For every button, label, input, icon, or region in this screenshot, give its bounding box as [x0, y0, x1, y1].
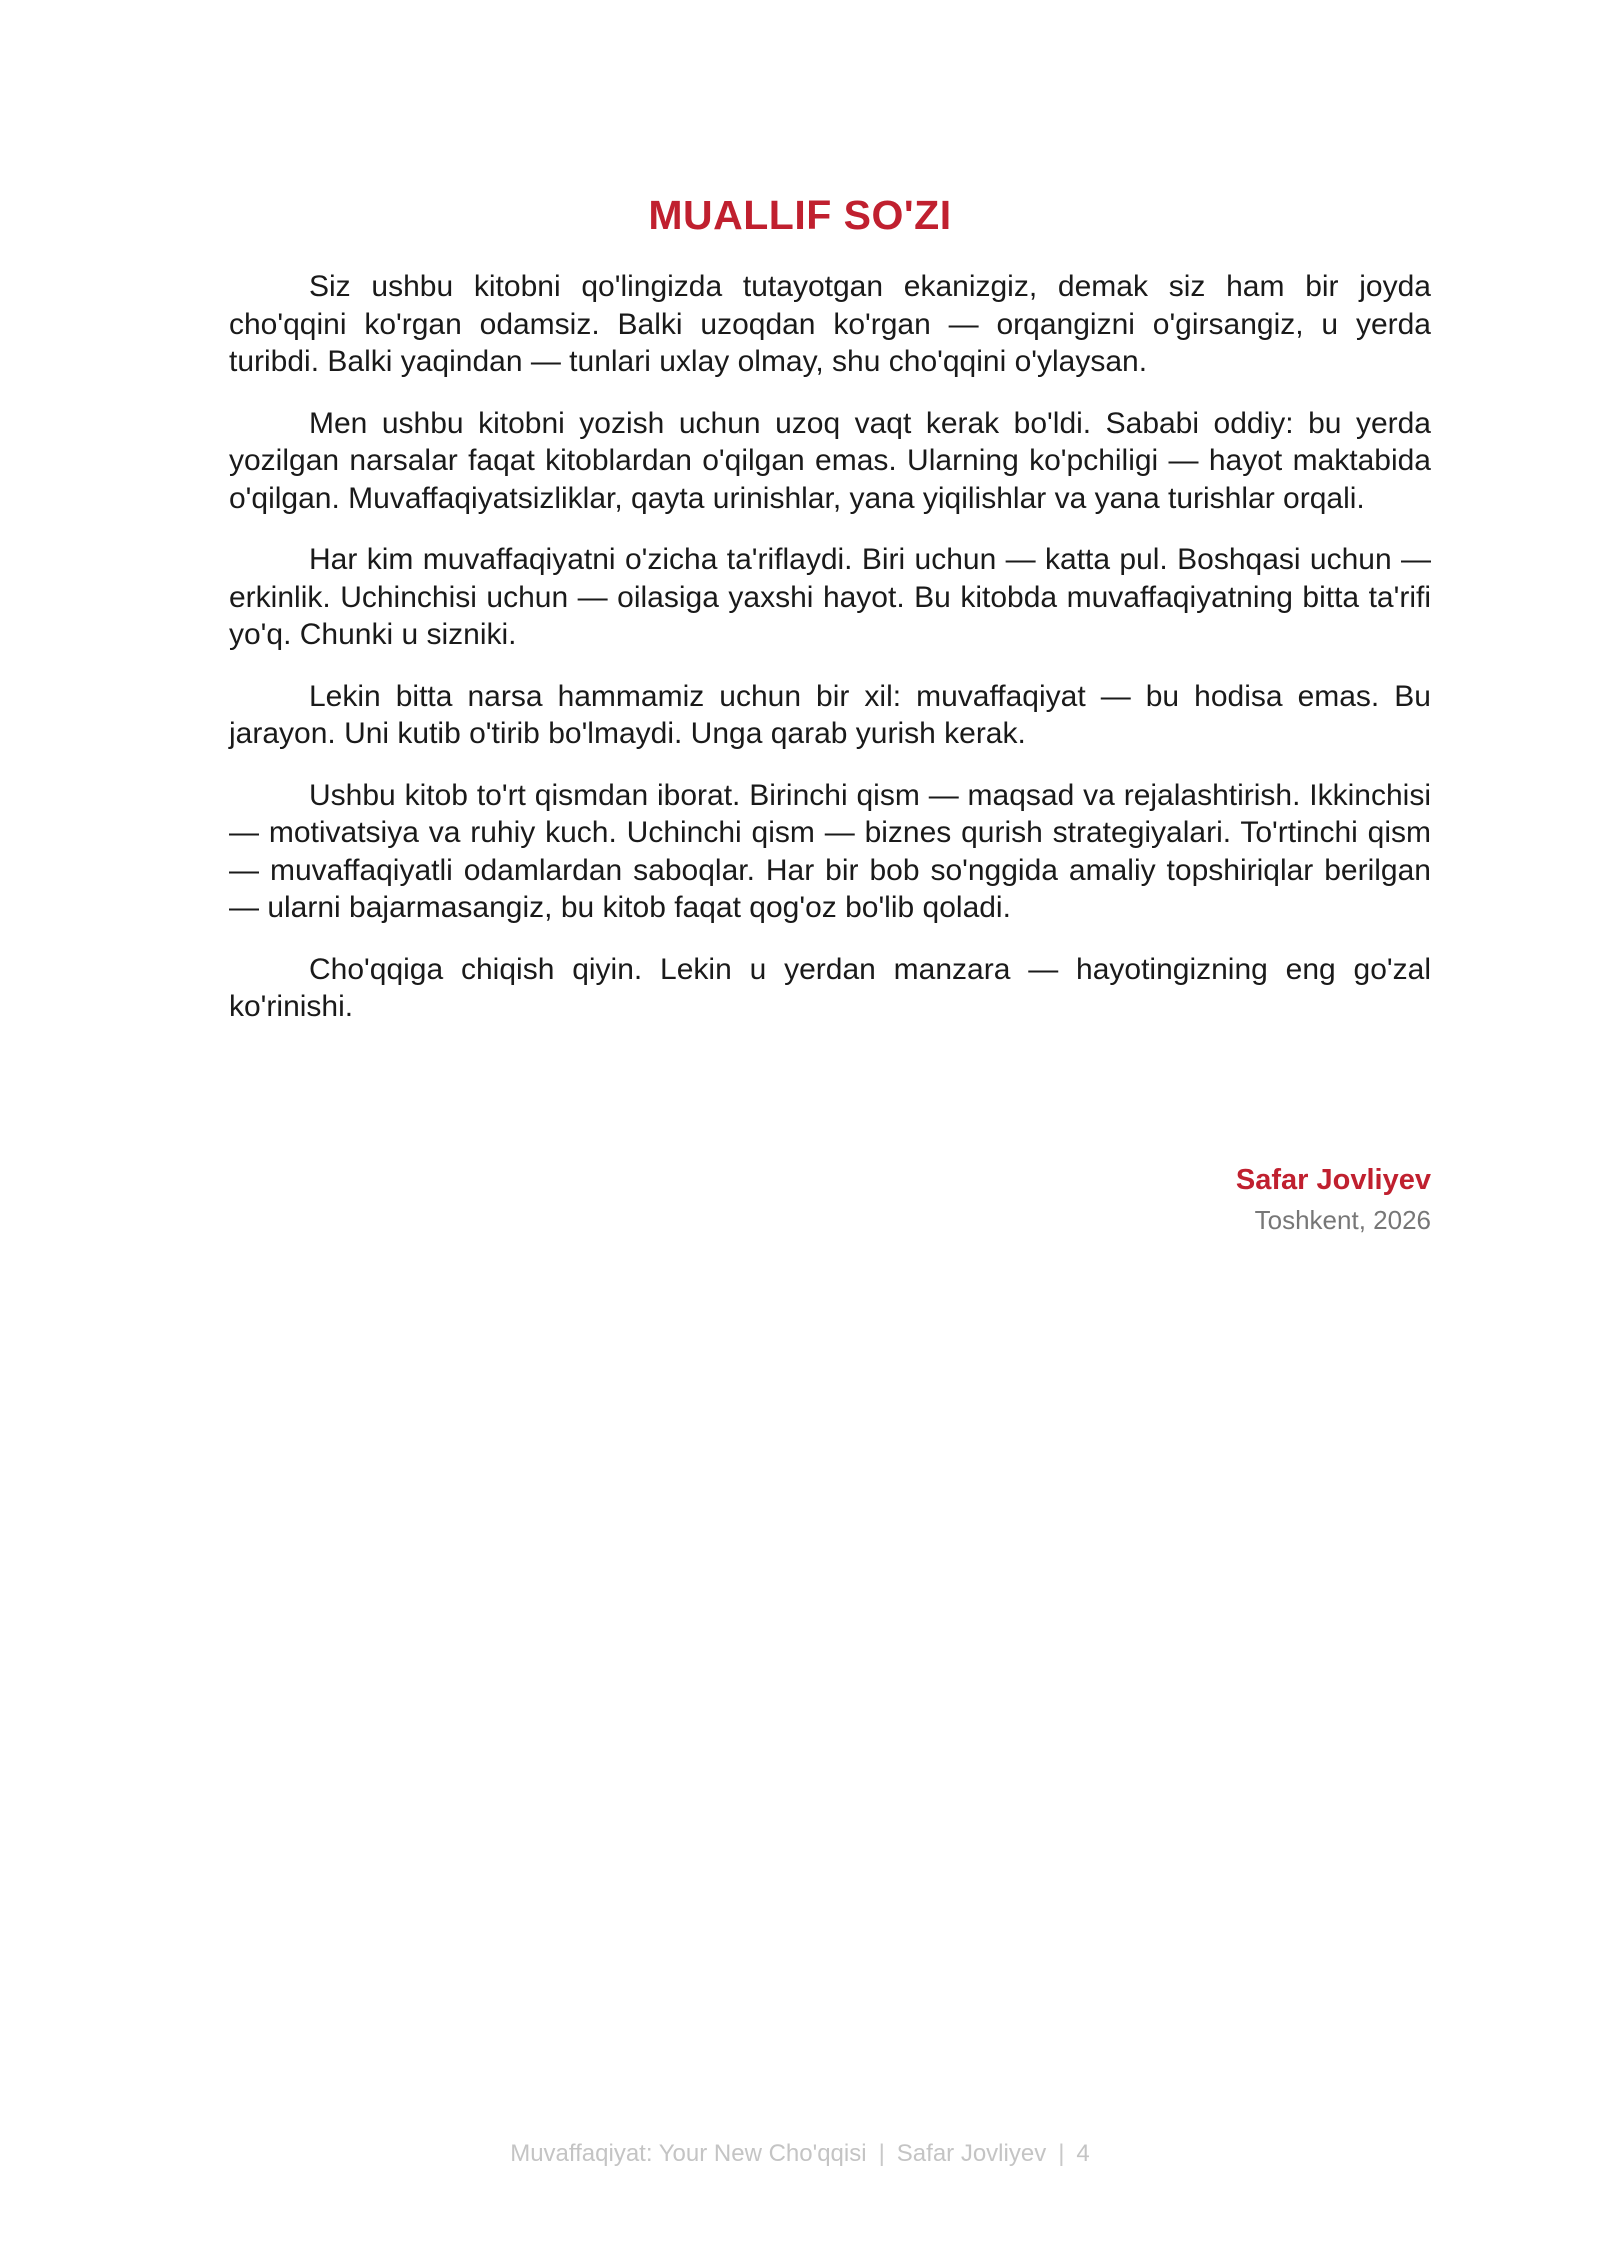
paragraph: Cho'qqiga chiqish qiyin. Lekin u yerdan manzara — hayotingizning eng go'zal ko'rinishi.: [229, 952, 1431, 1023]
paragraph: Har kim muvaffaqiyatni o'zicha ta'riflaydi. Biri uchun — katta pul. Boshqasi uchun — erkinlik. Uchinchisi uchun — oilasiga yaxshi hayot. Bu kitobda muvaffaqiyatning bitta ta'rifi yo'q. Chunki u sizniki.: [229, 543, 1431, 651]
signature-block: [1236, 1160, 1431, 1240]
page-footer: [0, 2140, 1600, 2168]
footer-author: Safar Jovliyev: [896, 2140, 1047, 2167]
paragraph: Siz ushbu kitobni qo'lingizda tutayotgan ekanizgiz, demak siz ham bir joyda cho'qqini ko'rgan odamsiz. Balki uzoqdan ko'rgan — orqangizni o'girsangiz, u yerda turibdi. Balki yaqindan — tunlari uxlay olmay, shu cho'qqini o'ylaysan.: [229, 270, 1431, 378]
paragraph: Lekin bitta narsa hammamiz uchun bir xil: muvaffaqiyat — bu hodisa emas. Bu jarayon. Uni kutib o'tirib bo'lmaydi. Unga qarab yurish kerak.: [229, 679, 1431, 750]
footer-separator: |: [1058, 2140, 1065, 2167]
body-text: [229, 268, 1431, 1050]
footer-book-title: Muvaffaqiyat: Your New Cho'qqisi: [510, 2140, 867, 2167]
place-and-year: Toshkent, 2026: [1254, 1205, 1431, 1235]
paragraph: Ushbu kitob to'rt qismdan iborat. Birinchi qism — maqsad va rejalashtirish. Ikkinchisi — motivatsiya va ruhiy kuch. Uchinchi qism — biznes qurish strategiyalari. To'rtinchi qism — muvaffaqiyatli odamlardan saboqlar. Har bir bob so'nggida amaliy topshiriqlar berilgan — ularni bajarmasangiz, bu kitob faqat qog'oz bo'lib qoladi.: [229, 778, 1431, 924]
paragraph: Men ushbu kitobni yozish uchun uzoq vaqt kerak bo'ldi. Sababi oddiy: bu yerda yozilgan narsalar faqat kitoblardan o'qilgan emas. Ularning ko'pchiligi — hayot maktabida o'qilgan. Muvaffaqiyatsizliklar, qayta urinishlar, yana yiqilishlar va yana turishlar orqali.: [229, 406, 1431, 515]
author-name: Safar Jovliyev: [1235, 1164, 1431, 1196]
footer-separator: |: [878, 2140, 885, 2167]
page-number: 4: [1076, 2140, 1090, 2167]
page-title: MUALLIF SO'ZI: [648, 192, 952, 238]
